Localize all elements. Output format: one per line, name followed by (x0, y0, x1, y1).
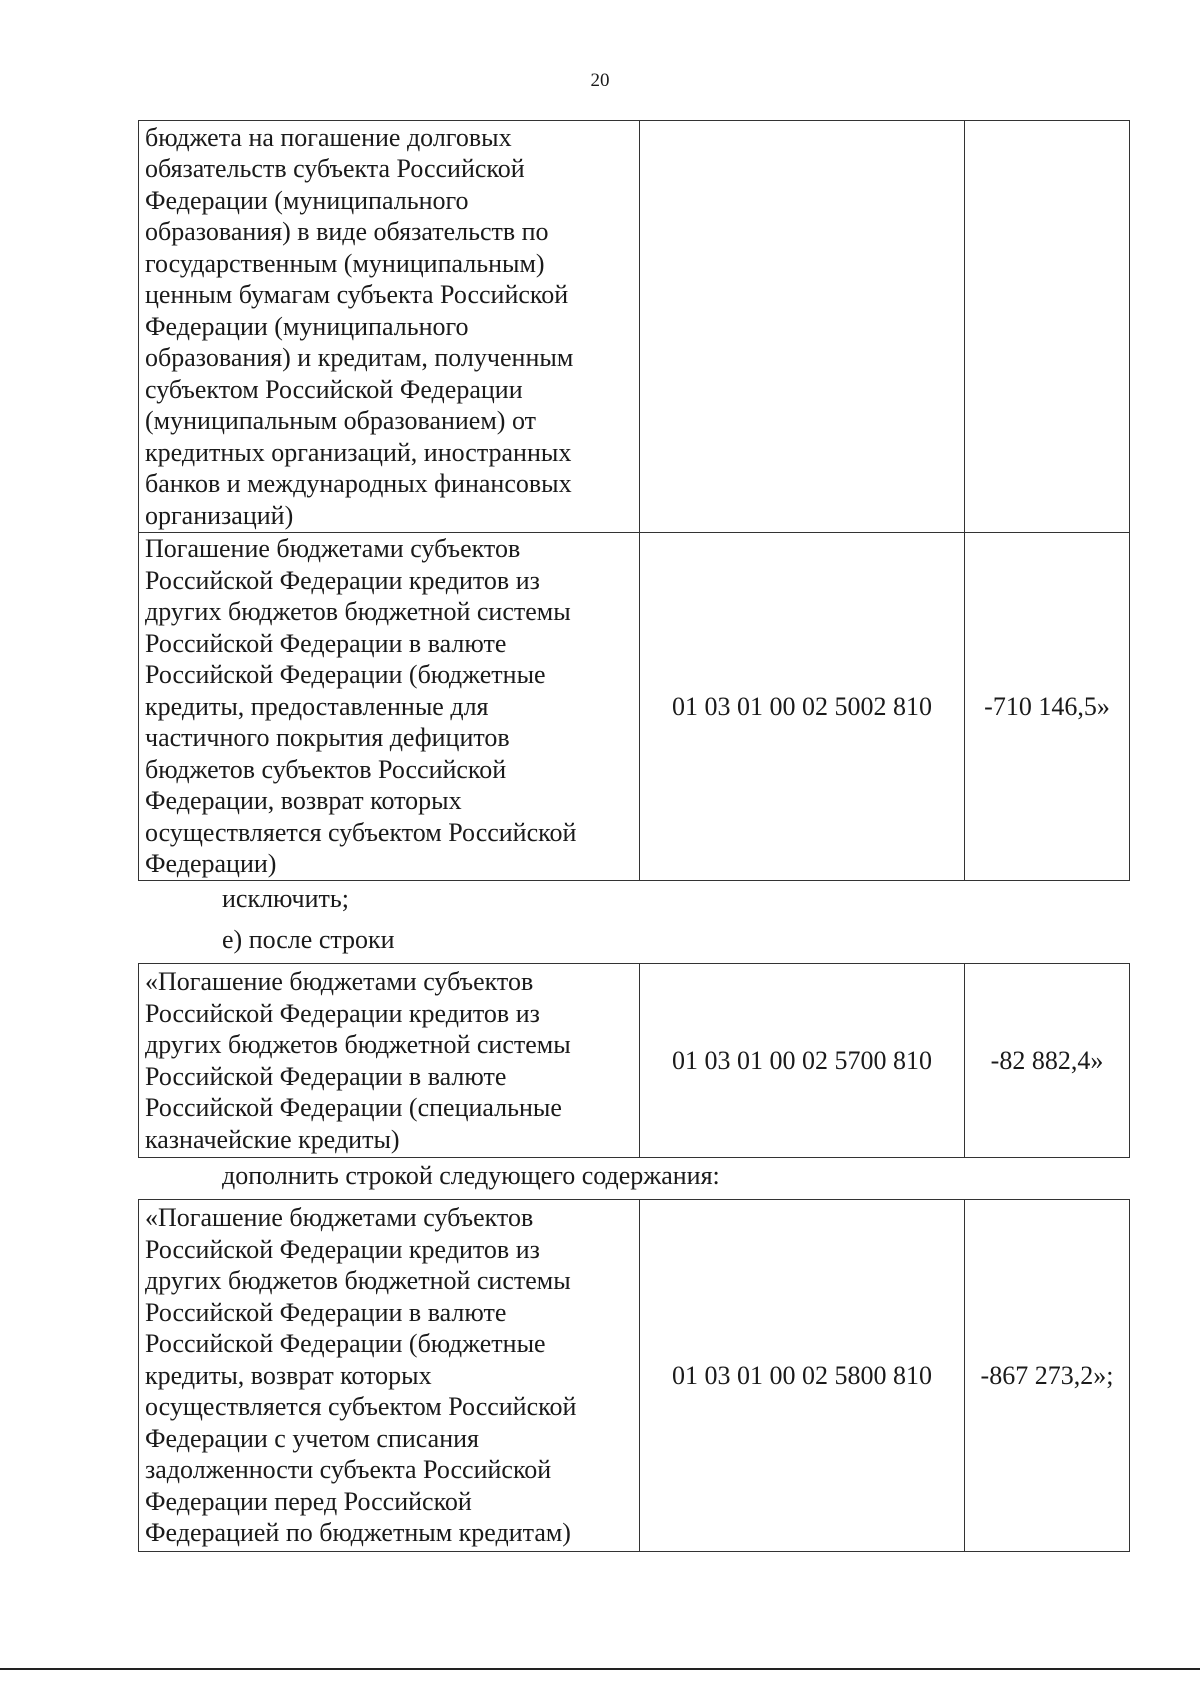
row-description: Погашение бюджетами субъектов Российской Федерации кредитов из других бюджетов бюджетной системы Российской Федерации в валюте Российской Федерации (бюджетные кредиты, предоставленные для частичного покрытия дефицитов бюджетов субъектов Российской Федерации, возврат которых осуществляется субъектом Российской Федерации) (139, 533, 640, 881)
row-amount: -710 146,5» (965, 533, 1130, 881)
budget-table-new-row (138, 1199, 1130, 1552)
paragraph-add-row: дополнить строкой следующего содержания: (222, 1161, 720, 1190)
paragraph-after-row: е) после строки (222, 925, 395, 954)
row-code: 01 03 01 00 02 5800 810 (640, 1200, 965, 1552)
page-number: 20 (590, 70, 610, 91)
row-description: «Погашение бюджетами субъектов Российской Федерации кредитов из других бюджетов бюджетной системы Российской Федерации в валюте Российской Федерации (специальные казначейские кредиты) (139, 964, 640, 1158)
row-amount: -867 273,2»; (965, 1200, 1130, 1552)
table-row (139, 964, 1130, 1158)
table-row (139, 533, 1130, 881)
row-code: 01 03 01 00 02 5002 810 (640, 533, 965, 881)
bottom-rule (0, 1668, 1200, 1670)
row-description: бюджета на погашение долговых обязательств субъекта Российской Федерации (муниципального образования) в виде обязательств по государственным (муниципальным) ценным бумагам субъекта Российской Федерации (муниципального образования) и кредитам, полученным субъектом Российской Федерации (муниципальным образованием) от кредитных организаций, иностранных банков и международных финансовых организаций) (139, 121, 640, 533)
row-amount (965, 121, 1130, 533)
paragraph-exclude: исключить; (222, 884, 349, 913)
budget-table-excluded-rows (138, 120, 1130, 881)
row-code (640, 121, 965, 533)
table-row (139, 121, 1130, 533)
row-amount: -82 882,4» (965, 964, 1130, 1158)
row-description: «Погашение бюджетами субъектов Российской Федерации кредитов из других бюджетов бюджетной системы Российской Федерации в валюте Российской Федерации (бюджетные кредиты, возврат которых осуществляется субъектом Российской Федерации с учетом списания задолженности субъекта Российской Федерации перед Российской Федерацией по бюджетным кредитам) (139, 1200, 640, 1552)
table-row (139, 1200, 1130, 1552)
budget-table-reference-row (138, 963, 1130, 1158)
row-code: 01 03 01 00 02 5700 810 (640, 964, 965, 1158)
